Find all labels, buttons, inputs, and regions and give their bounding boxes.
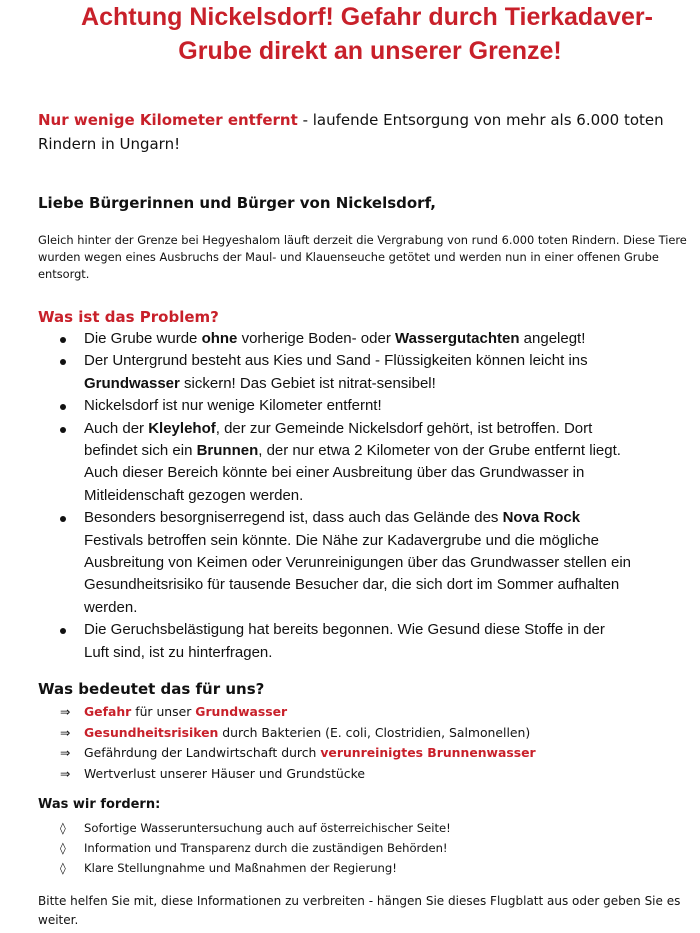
list-item: ◊ Sofortige Wasseruntersuchung auch auf österreichischer Seite! <box>60 818 451 838</box>
closing-paragraph: Bitte helfen Sie mit, diese Informationen zu verbreiten - hängen Sie dieses Flugblatt aus oder geben Sie es weiter. <box>38 894 681 927</box>
diamond-icon: ◊ <box>60 841 66 855</box>
list-item: Die Grube wurde ohne vorherige Boden- oder Wassergutachten angelegt! <box>38 328 700 350</box>
list-item: Nickelsdorf ist nur wenige Kilometer entfernt! <box>38 395 700 417</box>
list-item: Auch der Kleylehof, der zur Gemeinde Nickelsdorf gehört, ist betroffen. Dort befindet sich ein Brunnen, der nur etwa 2 Kilometer von der Grube entfernt liegt. Auch dieser Bereich könnte bei einer Ausbreitung über das Grundwasser in Mitleidenschaft gezogen werden. <box>38 418 700 508</box>
meaning-heading: Was bedeutet das für uns? <box>38 680 265 698</box>
problem-heading: Was ist das Problem? <box>38 308 219 326</box>
title-line-2: Grube direkt an unserer Grenze! <box>178 37 562 65</box>
arrow-icon: ⇒ <box>60 724 71 740</box>
list-item: ⇒ Wertverlust unserer Häuser und Grundstücke <box>60 764 536 785</box>
list-item: ◊ Information und Transparenz durch die zuständigen Behörden! <box>60 838 451 858</box>
demands-list <box>60 818 451 878</box>
list-item: Besonders besorgniserregend ist, dass auch das Gelände des Nova Rock Festivals betroffen sein könnte. Die Nähe zur Kadavergrube und die mögliche Ausbreitung von Keimen oder Verunreinigungen über das Grundwasser stellen ein Gesundheitsrisiko für tausende Besucher dar, die sich dort im Sommer aufhalten werden. <box>38 507 700 619</box>
subheadline <box>38 108 688 156</box>
list-item: ⇒ Gefährdung der Landwirtschaft durch verunreinigtes Brunnenwasser <box>60 743 536 764</box>
list-item: Der Untergrund besteht aus Kies und Sand - Flüssigkeiten können leicht ins Grundwasser sickern! Das Gebiet ist nitrat-sensibel! <box>38 350 700 395</box>
page-title <box>20 0 700 68</box>
meaning-list <box>60 702 536 784</box>
intro-paragraph: Gleich hinter der Grenze bei Hegyeshalom läuft derzeit die Vergrabung von rund 6.000 toten Rindern. Diese Tiere wurden wegen eines Ausbruchs der Maul- und Klauenseuche getötet und werden nun in einer offenen Grube entsorgt. <box>38 233 687 281</box>
diamond-icon: ◊ <box>60 861 66 875</box>
list-item: ◊ Klare Stellungnahme und Maßnahmen der Regierung! <box>60 858 451 878</box>
diamond-icon: ◊ <box>60 821 66 835</box>
problem-list <box>38 328 700 664</box>
list-item: Die Geruchsbelästigung hat bereits begonnen. Wie Gesund diese Stoffe in der Luft sind, ist zu hinterfragen. <box>38 619 700 664</box>
demands-heading: Was wir fordern: <box>38 797 161 812</box>
subheadline-text: - laufende Entsorgung von mehr als 6.000 toten Rindern in Ungarn! <box>38 111 664 153</box>
title-line-1: Achtung Nickelsdorf! Gefahr durch Tierkadaver- <box>81 3 653 31</box>
greeting: Liebe Bürgerinnen und Bürger von Nickelsdorf, <box>38 194 436 212</box>
subheadline-highlight: Nur wenige Kilometer entfernt <box>38 111 298 129</box>
arrow-icon: ⇒ <box>60 704 71 719</box>
list-item: ⇒ Gesundheitsrisiken durch Bakterien (E. coli, Clostridien, Salmonellen) <box>60 723 536 744</box>
arrow-icon: ⇒ <box>60 745 71 760</box>
arrow-icon: ⇒ <box>60 765 71 781</box>
list-item: ⇒ Gefahr für unser Grundwasser <box>60 702 536 723</box>
